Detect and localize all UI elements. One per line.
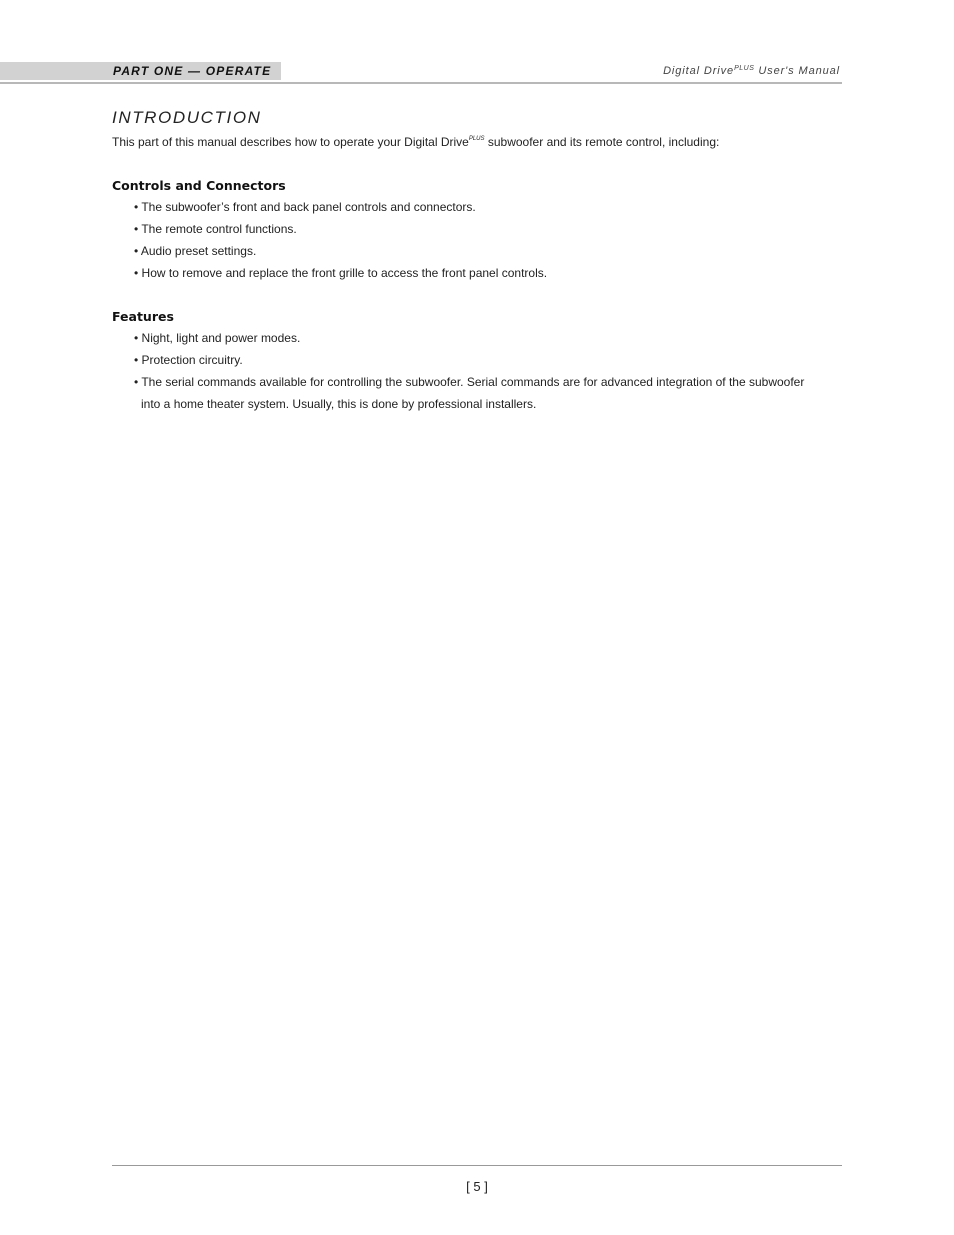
- intro-text-before: This part of this manual describes how to operate your Digital Drive: [112, 135, 469, 149]
- page-title: INTRODUCTION: [112, 108, 262, 127]
- features-list: [134, 327, 821, 415]
- list-item: • The remote control functions.: [134, 222, 297, 236]
- controls-connectors-heading: Controls and Connectors: [112, 178, 286, 193]
- intro-text-superscript: PLUS: [468, 136, 485, 142]
- list-item: • Audio preset settings.: [134, 244, 257, 258]
- features-heading: Features: [112, 309, 174, 324]
- manual-title-superscript: PLUS: [734, 65, 755, 72]
- manual-title: [663, 65, 840, 77]
- intro-text-after: subwoofer and its remote control, including:: [484, 135, 720, 149]
- manual-title-rest: User's Manual: [754, 65, 840, 77]
- controls-connectors-list: [134, 196, 547, 284]
- footer-divider: [112, 1165, 842, 1166]
- intro-paragraph: [112, 135, 719, 149]
- list-item: • The subwoofer’s front and back panel controls and connectors.: [134, 200, 476, 214]
- list-item: • Night, light and power modes.: [134, 331, 301, 345]
- header-divider: [0, 82, 842, 84]
- list-item: • How to remove and replace the front grille to access the front panel controls.: [134, 266, 548, 280]
- manual-title-main: Digital Drive: [663, 65, 735, 77]
- list-item: • The serial commands available for controlling the subwoofer. Serial commands are for advanced integration of the subwoofer into a home theater system. Usually, this is done by professional installers.: [134, 375, 805, 411]
- list-item: • Protection circuitry.: [134, 353, 243, 367]
- section-tab-label: PART ONE — OPERATE: [113, 64, 272, 78]
- page-number: [ 5 ]: [466, 1179, 488, 1194]
